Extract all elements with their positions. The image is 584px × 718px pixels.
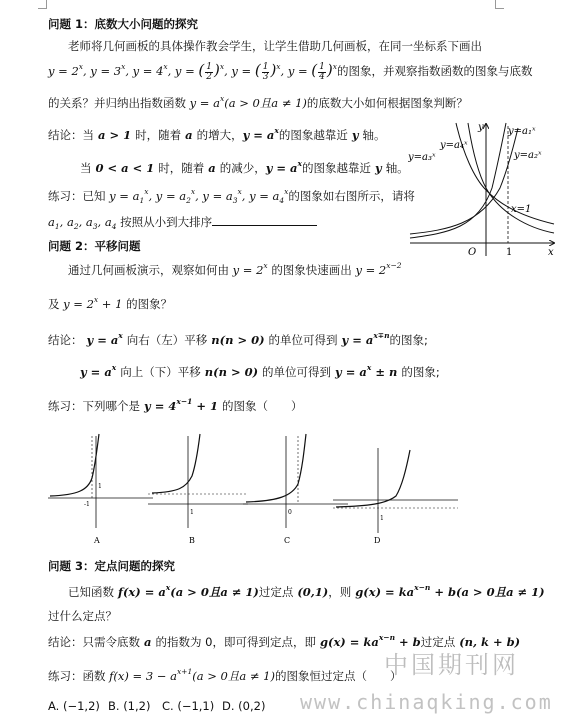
c1d: 的图象越靠近 [278,128,348,142]
option-c-label: C [284,536,291,545]
watermark-logo-text: 中国期刊网 [384,651,519,679]
p3-ex-a: 练习：函数 [48,669,106,683]
p2-c1b: 的单位可得到 [268,333,338,347]
p2-conclusion-label: 结论： [48,333,83,347]
problem2-conclusion2: $y = a^x$ 向上（下）平移 n(n > 0) 的单位可得到 $y = a^x \pm n$ 的图象; [80,363,440,379]
choice-a[interactable]: A. (−1,2) [48,699,100,713]
p2-intro-a: 通过几何画板演示，观察如何由 [68,263,229,277]
svg-text:0: 0 [288,509,292,516]
problem3-exercise: 练习：函数 $f(x) = 3 - a^{x+1}(a > 0$且a ≠ 1)的图象恒过定点（ ） [48,667,402,683]
exponential-curves-figure [408,118,558,258]
exp-func-def: $y = a^x(a > 0$且a ≠ 1) [186,94,307,110]
funcs-tail: 的图象，并观察指数函数的图象与底数 [336,64,533,78]
p3-intro-b: 过定点 [258,585,294,599]
problem1-conclusion2: 当 0 < a < 1 时，随着 a 的减少，$y = a^x$的图象越靠近 y 轴。 [80,159,409,175]
origin-label: O [468,247,477,258]
p2-and: 及 [48,297,60,311]
p2-ex-a: 练习：下列哪个是 [48,399,140,413]
graph-option-c[interactable] [243,434,348,545]
svg-text:1: 1 [380,515,384,522]
problem3-choices [48,698,265,714]
answer-blank[interactable] [212,214,317,226]
ex1b: 的图象如右图所示，请将 [288,189,415,203]
page-corner-mark-left [38,0,47,9]
func-list: $y = 2^x$, $y = 3^x$, $y = 4^x$, y = ( $\frac{1}{2}$ )$^x$, y = ( $\frac{1}{3}$ )$^x$, y = ( $\frac{1}{4}$ )$^x$ [48,61,337,82]
problem1-question [48,95,468,111]
problem2-conclusion1: 结论： $y = a^x$ 向右（左）平移 n(n > 0) 的单位可得到 $y = a^{x\mp n}$的图象; [48,331,428,347]
c1a: 当 [82,128,94,142]
graph-option-a[interactable] [48,434,153,545]
c2a: 当 [80,161,92,175]
p2-c2b: 的单位可得到 [262,365,332,379]
problem1-exercise-order: $a_1$, $a_2$, $a_3$, $a_4$ 按照从小到大排序 [48,214,317,230]
conclusion-label: 结论： [48,128,83,142]
option-a-label: A [94,536,100,545]
problem3-intro-2: 过什么定点？ [48,609,117,623]
problem2-exercise: 练习：下列哪个是 $y = 4^{x-1} + 1$ 的图象（ ） [48,397,303,413]
ex1a: 练习：已知 [48,189,106,203]
p3-c-c: 过定点 [420,635,456,649]
c2e: 轴。 [385,161,409,175]
problem1-exercise: 练习：已知 $y = a_1^x$, $y = a_2^x$, $y = a_3^x$, $y = a_4^x$的图象如右图所示，请将 [48,187,415,205]
p2-c1c: 的图象; [389,333,428,347]
watermark-url: www.chinaqking.com [300,690,553,714]
question-tail: 的底数大小如何根据图象判断？ [306,96,468,110]
p3-intro-a: 已知函数 [68,585,114,599]
p2-ex-b: 的图象（ ） [221,399,303,413]
problem1-intro: 老师将几何画板的具体操作教会学生，让学生借助几何画板，在同一坐标系下画出 [68,39,482,53]
problem3-title: 问题 3：定点问题的探究 [48,559,176,573]
problem2-intro: 通过几何画板演示，观察如何由 $y = 2^x$ 的图象快速画出 $y = 2^{x-2}$ [68,261,402,277]
problem3-intro: 已知函数 $f(x) = a^x(a > 0$且a ≠ 1)过定点 (0,1)，则 $g(x) = ka^{x-n} + b(a > 0$且a ≠ 1) [68,583,545,599]
graph-option-b[interactable] [148,434,248,545]
p2-c1a: 向右（左）平移 [126,333,208,347]
choice-c[interactable]: C. (−1,1) [162,699,215,713]
svg-text:1: 1 [98,483,102,490]
page-corner-mark-right [495,0,504,9]
option-graphs [48,428,468,550]
svg-text:1: 1 [190,509,194,516]
p2-intro-b: 的图象快速画出 [271,263,352,277]
c2d: 的图象越靠近 [301,161,371,175]
c1c: 的增大， [196,128,243,142]
c1e: 轴。 [362,128,386,142]
question-text: 的关系？并归纳出指数函数 [48,96,186,110]
p2-c2a: 向上（下）平移 [120,365,201,379]
choice-d[interactable]: D. (0,2) [222,699,266,713]
c1b: 时，随着 [135,128,182,142]
p2-c2c: 的图象; [401,365,440,379]
axis-x-label: x [548,247,554,258]
problem1-title: 问题 1：底数大小问题的探究 [48,17,199,31]
tick-one: 1 [506,247,513,258]
problem1-conclusion1: 结论：当 a > 1 时，随着 a 的增大，$y = a^x$的图象越靠近 y 轴。 [48,126,386,142]
option-d-label: D [374,536,381,545]
axis-y-label: y [478,122,484,133]
label-a3: y=a₃ˣ [408,152,436,163]
c2b: 时，随着 [158,161,205,175]
p3-ex-b: 的图象恒过定点（ ） [274,669,402,683]
ex1c: 按照从小到大排序 [120,215,213,229]
p3-c-a: 结论：只需令底数 [48,635,140,649]
label-a4: y=a₄ˣ [440,140,468,151]
c2c: 的减少， [219,161,266,175]
p3-intro-c: ，则 [328,585,352,599]
problem2-and: 及 $y = 2^x + 1$ 的图象？ [48,295,173,311]
problem2-title: 问题 2：平移问题 [48,239,141,253]
graph-option-d[interactable] [333,448,458,545]
choice-b[interactable]: B. (1,2) [108,699,151,713]
label-a1: y=a₁ˣ [508,126,536,137]
svg-text:-1: -1 [84,501,90,508]
p2-suffix: 的图象？ [126,297,173,311]
problem3-conclusion: 结论：只需令底数 a 的指数为 0，即可得到定点，即 $g(x) = ka^{x-n} + b$过定点 (n, k + b) [48,633,521,649]
p3-c-b: 的指数为 0，即可得到定点，即 [155,635,316,649]
problem1-functions-line [48,62,532,82]
option-b-label: B [189,536,195,545]
label-a2: y=a₂ˣ [514,150,542,161]
label-x1: x=1 [511,204,532,215]
